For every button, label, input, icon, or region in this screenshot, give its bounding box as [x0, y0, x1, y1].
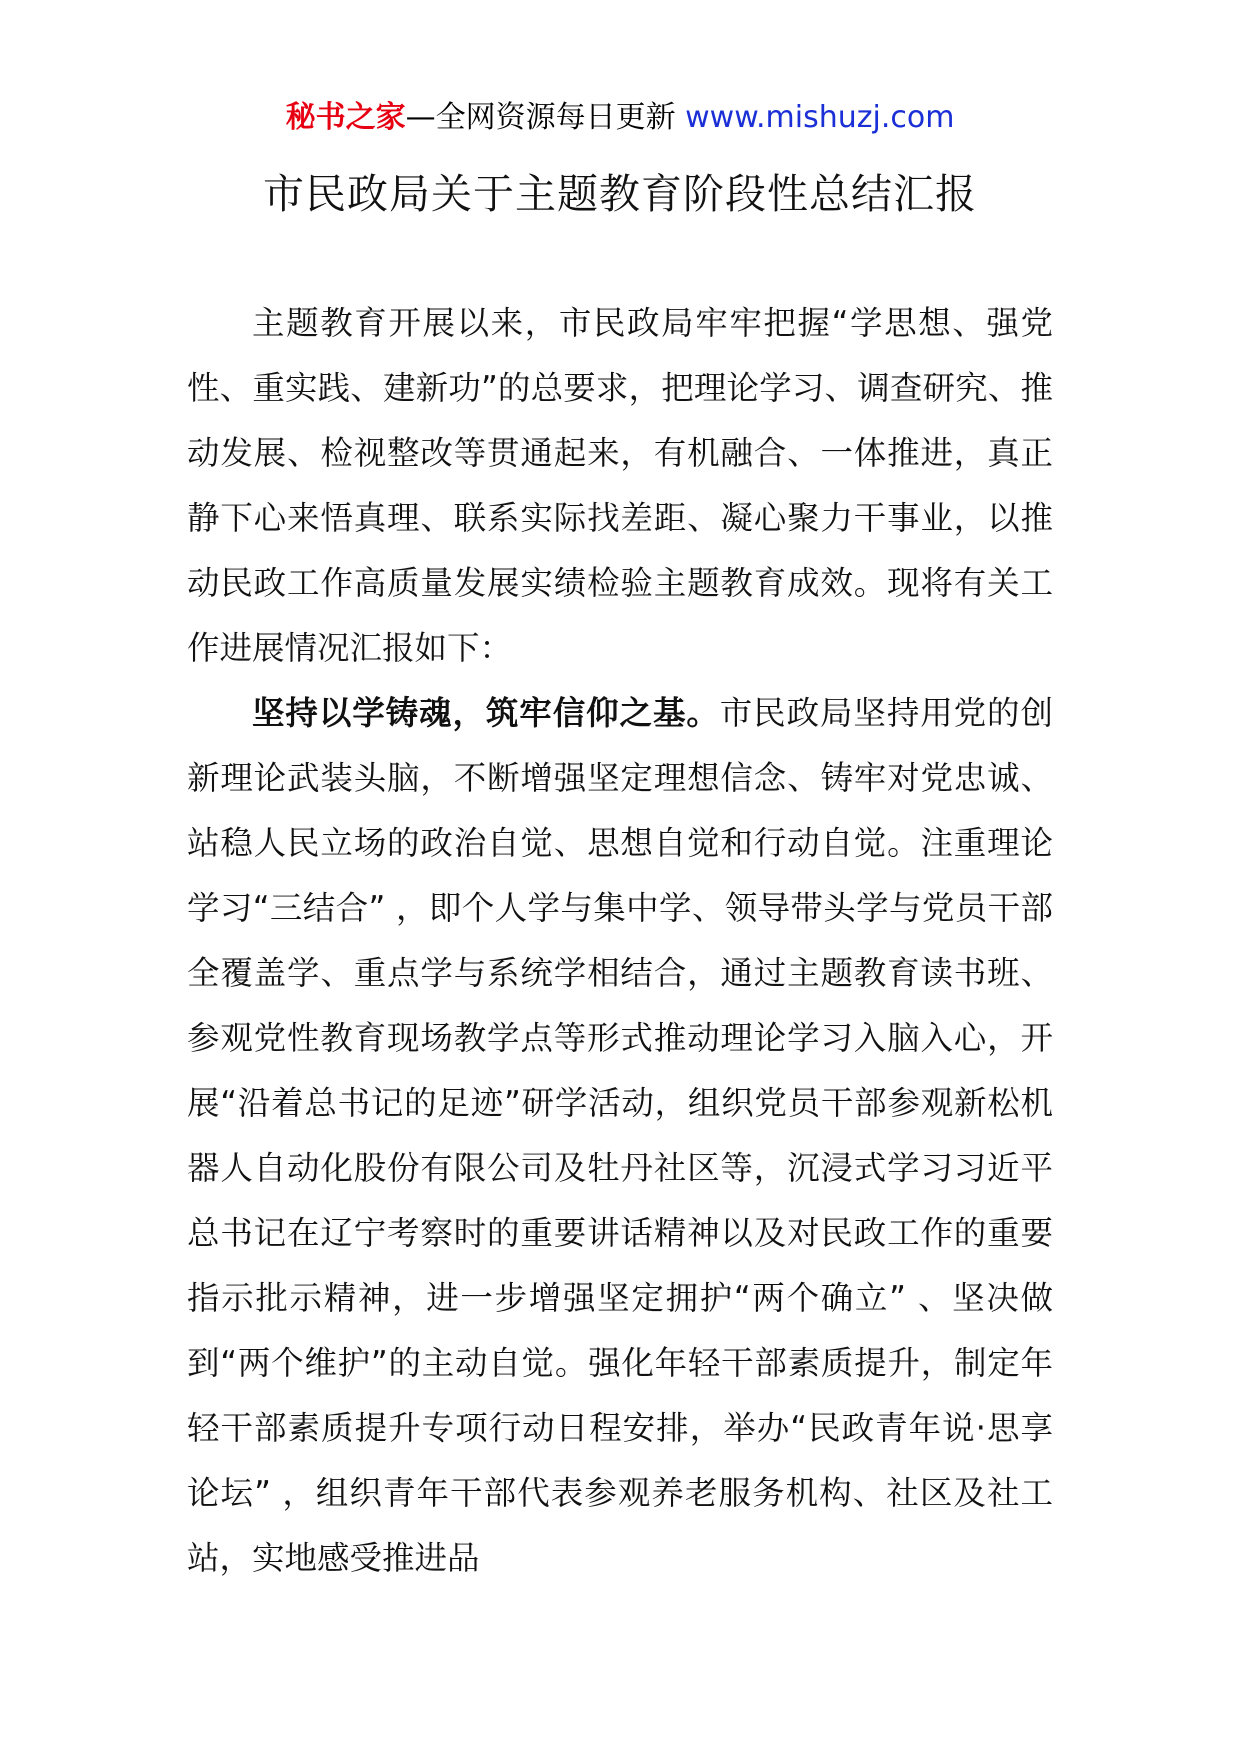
paragraph-study [187, 681, 1053, 1591]
paragraph-text: 市民政局坚持用党的创新理论武装头脑，不断增强坚定理想信念、铸牢对党忠诚、站稳人民立场的政治自觉、思想自觉和行动自觉。注重理论学习“三结合” ，即个人学与集中学、领导带头学与党员干部全覆盖学、重点学与系统学相结合，通过主题教育读书班、参观党性教育现场教学点等形式推动理论学习入脑入心，开展“沿着总书记的足迹”研学活动，组织党员干部参观新松机器人自动化股份有限公司及牡丹社区等，沉浸式学习习近平总书记在辽宁考察时的重要讲话精神以及对民政工作的重要指示批示精神，进一步增强坚定拥护“两个确立” 、坚决做到“两个维护”的主动自觉。强化年轻干部素质提升，制定年轻干部素质提升专项行动日程安排，举办“民政青年说·思享论坛” ，组织青年干部代表参观养老服务机构、社区及社工站，实地感受推进品 [187, 694, 1053, 1577]
paragraph-intro [187, 291, 1053, 681]
document-title: 市民政局关于主题教育阶段性总结汇报 [263, 170, 977, 218]
brand-name: 秘书之家 [285, 100, 406, 135]
site-url-link[interactable]: www.mishuzj.com [685, 100, 955, 135]
header-slogan: 全网资源每日更新 [435, 100, 676, 135]
paragraph-lead: 坚持以学铸魂，筑牢信仰之基。 [252, 694, 720, 732]
site-header [0, 98, 1240, 138]
document-body [187, 291, 1053, 1591]
paragraph-text: 主题教育开展以来，市民政局牢牢把握“学思想、强党性、重实践、建新功”的总要求，把理论学习、调查研究、推动发展、检视整改等贯通起来，有机融合、一体推进，真正静下心来悟真理、联系实际找差距、凝心聚力干事业，以推动民政工作高质量发展实绩检验主题教育成效。现将有关工作进展情况汇报如下： [187, 304, 1053, 667]
header-dash: — [405, 100, 436, 135]
